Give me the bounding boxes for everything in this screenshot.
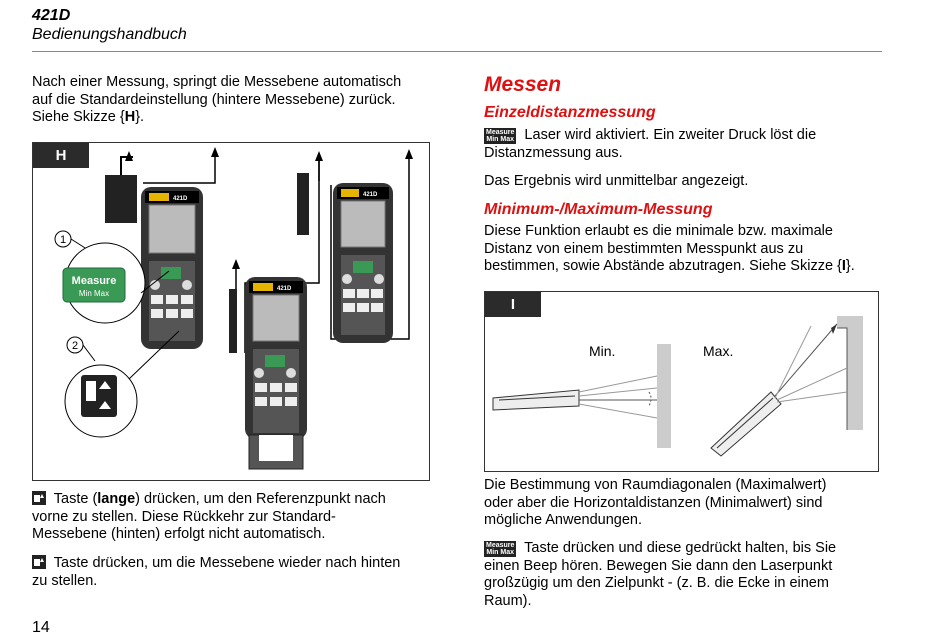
figure-h-illustration [33,143,429,480]
paragraph-result: Das Ergebnis wird unmittelbar angezeigt. [484,173,749,189]
svg-text:421D: 421D [173,196,188,202]
svg-text:1: 1 [59,234,67,246]
device-top-right [297,149,413,343]
measure-key-icon: Measure Min Max [486,129,515,143]
subheading-einzeldistanz: Einzeldistanzmessung [484,104,656,121]
svg-text:Min Max: Min Max [78,289,110,298]
intro-paragraph: Nach einer Messung, springt die Messebene automatisch auf die Standardeinstellung (hintere Messebene) zurück. Siehe Skizze {H}. [32,74,402,125]
svg-text:Measure: Measure [71,275,117,287]
min-label: Min. [589,343,616,359]
header-rule [32,51,882,52]
reference-key-icon [32,491,46,505]
paragraph-laser: Measure Min Max Laser wird aktiviert. Ein zweiter Druck löst die Distanzmessung aus. [484,127,817,161]
paragraph-reference-back: Taste drücken, um die Messebene wieder nach hinten zu stellen. [32,555,401,589]
paragraph-applications: Die Bestimmung von Raumdiagonalen (Maximalwert) oder aber die Horizontaldistanzen (Minimalwert) sind mögliche Anwendungen. [484,477,827,528]
reference-key-icon [32,555,46,569]
section-heading-messen: Messen [484,73,562,96]
paragraph-minmax-desc: Diese Funktion erlaubt es die minimale bzw. maximale Distanz von einem bestimmten Messpunkt aus zu bestimmen, sowie Abstände abzutragen. Siehe Skizze {I}. [484,223,855,274]
page-number: 14 [32,619,50,636]
figure-h-tag: H [33,143,89,168]
measure-key-icon: Measure Min Max [486,542,515,556]
paragraph-hold-key: Measure Min Max Taste drücken und diese gedrückt halten, bis Sie einen Beep hören. Bewegen Sie dann den Laserpunkt großzügig um den Zielpunkt - (z. B. die Ecke in einem Raum). [484,540,837,609]
figure-h [32,142,430,481]
paragraph-reference-front: Taste (lange) drücken, um den Referenzpunkt nach vorne zu stellen. Diese Rückkehr zur Standard- Messebene (hinten) erfolgt nicht automatisch. [32,491,386,542]
figure-i-tag: I [485,292,541,317]
svg-text:421D: 421D [277,286,292,292]
figure-i [484,291,879,472]
header-model: 421D [32,7,71,24]
page-header [32,6,187,44]
max-label: Max. [703,343,734,359]
subheading-minmax: Minimum-/Maximum-Messung [484,201,713,218]
svg-text:421D: 421D [363,192,378,198]
header-manual-title: Bedienungshandbuch [32,26,187,43]
figure-i-illustration [485,292,878,471]
svg-text:2: 2 [71,340,79,352]
